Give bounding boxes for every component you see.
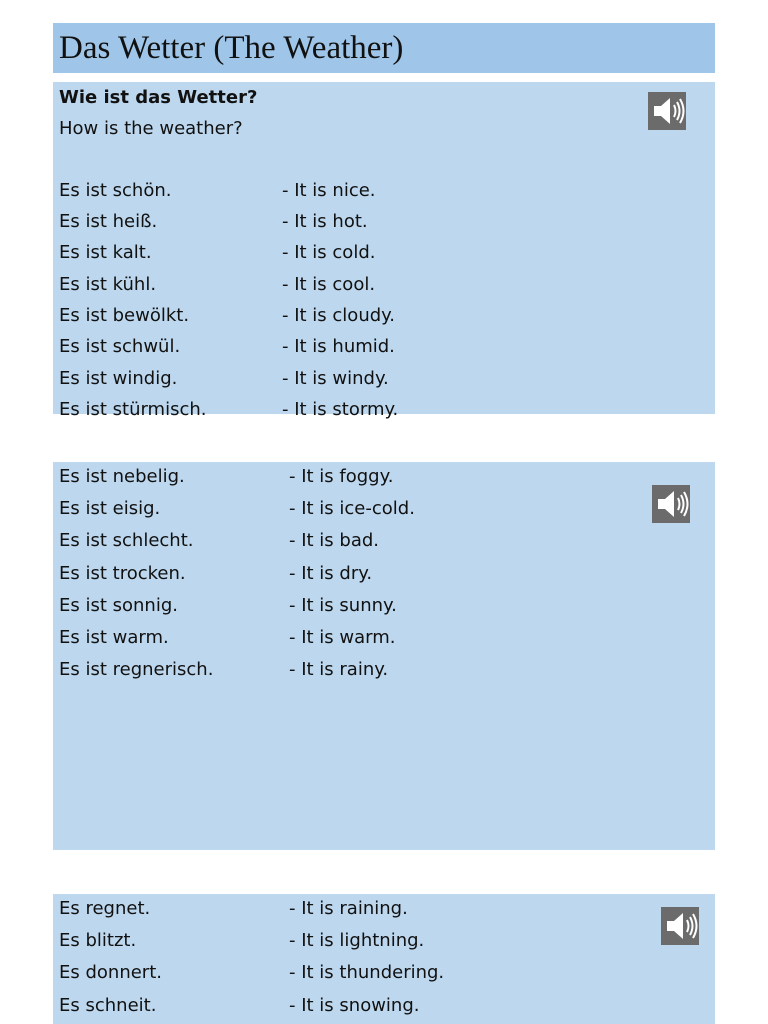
phrase-german: Es ist kalt. [59,242,152,263]
phrase-german: Es ist schön. [59,180,172,201]
phrase-english: - It is rainy. [289,659,389,680]
phrase-german: Es ist regnerisch. [59,659,214,680]
phrase-german: Es ist schwül. [59,336,181,357]
phrase-german: Es ist eisig. [59,498,161,519]
phrase-english: - It is bad. [289,530,380,551]
phrase-english: - It is cold. [282,242,376,263]
phrase-english: - It is ice-cold. [289,498,415,519]
speaker-icon[interactable] [648,92,686,130]
phrase-german: Es ist kühl. [59,274,157,295]
phrase-german: Es schneit. [59,995,157,1016]
speaker-icon[interactable] [652,485,690,523]
weather-panel-1 [53,82,715,420]
phrase-german: Es ist bewölkt. [59,305,190,326]
phrase-english: - It is cloudy. [282,305,395,326]
phrase-german: Es ist trocken. [59,563,186,584]
phrase-german: Es donnert. [59,962,162,983]
question-english: How is the weather? [59,118,243,139]
phrase-english: - It is raining. [289,898,408,919]
phrase-english: - It is foggy. [289,466,394,487]
phrase-english: - It is humid. [282,336,395,357]
phrase-english: - It is warm. [289,627,396,648]
phrase-english: - It is windy. [282,368,389,389]
phrase-english: - It is lightning. [289,930,425,951]
phrase-english: - It is thundering. [289,962,445,983]
phrase-english: - It is stormy. [282,399,399,420]
title-bar [53,23,715,73]
phrase-english: - It is snowing. [289,995,420,1016]
phrase-german: Es regnet. [59,898,151,919]
phrase-english: - It is cool. [282,274,376,295]
phrase-german: Es ist sonnig. [59,595,178,616]
phrase-german: Es ist warm. [59,627,169,648]
phrase-german: Es ist heiß. [59,211,158,232]
phrase-english: - It is sunny. [289,595,397,616]
phrase-english: - It is dry. [289,563,373,584]
page-title: Das Wetter (The Weather) [59,30,404,66]
question-german: Wie ist das Wetter? [59,87,258,108]
phrase-english: - It is nice. [282,180,376,201]
weather-panel-2 [53,462,715,850]
phrase-german: Es ist schlecht. [59,530,194,551]
phrase-english: - It is hot. [282,211,368,232]
weather-panel-3 [53,894,715,1024]
phrase-german: Es ist nebelig. [59,466,185,487]
phrase-german: Es ist windig. [59,368,178,389]
phrase-german: Es blitzt. [59,930,137,951]
phrase-german: Es ist stürmisch. [59,399,207,420]
speaker-icon[interactable] [661,907,699,945]
